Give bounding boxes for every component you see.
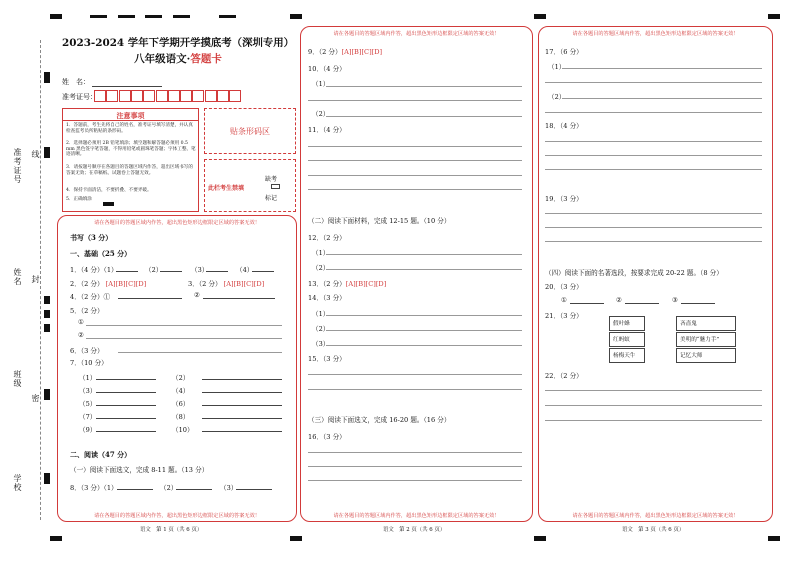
q7-item: （10）	[172, 426, 194, 434]
timing-mark	[173, 15, 190, 18]
timing-mark	[118, 15, 135, 18]
q7-item: （7）	[79, 413, 97, 421]
q10-answer-1b[interactable]	[308, 100, 522, 101]
q16-label: 16．（3 分）	[308, 433, 346, 441]
q19-label: 19．（3 分）	[545, 195, 583, 203]
writing-score: 书写（3 分）	[70, 233, 113, 242]
label-xuexiao: 学校	[13, 474, 22, 492]
panel-warning: 请在各题目的答题区域内作答，超出黑色矩形边框限定区域的答案无效！	[93, 513, 260, 519]
q11-answer[interactable]	[308, 175, 522, 176]
q20-sub2: ②	[616, 296, 622, 304]
panel-warning: 请在各题目的答题区域内作答，超出黑色矩形边框限定区域的答案无效！	[572, 31, 739, 37]
q9-text: 9．（2 分）	[308, 48, 342, 56]
page-title: 2023-2024 学年下学期开学摸底考（深圳专用）	[62, 37, 295, 49]
q4-sub2: ②	[194, 291, 200, 299]
q8-answer-1[interactable]	[117, 489, 153, 490]
timing-mark	[44, 147, 50, 158]
id-digit-box[interactable]	[106, 90, 118, 102]
notice-item: 2．选择题必须用 2B 铅笔填涂；填空题和解答题必须用 0.5 mm 黑色签字笔答题，不得用铅笔或圆珠笔答题；字体工整、笔迹清晰。	[66, 141, 196, 158]
q17-answer-1b[interactable]	[545, 82, 762, 83]
q18-answer[interactable]	[545, 169, 762, 170]
barcode-area	[204, 108, 296, 154]
q7-answer[interactable]	[96, 379, 156, 380]
id-digit-box[interactable]	[143, 90, 155, 102]
q6-label: 6．（3 分）	[70, 347, 104, 355]
q17-sub2: （2）	[548, 93, 566, 101]
q7-label: 7．（10 分）	[70, 359, 108, 367]
panel-warning: 请在各题目的答题区域内作答，超出黑色矩形边框限定区域的答案无效！	[93, 220, 260, 226]
q7-item: （6）	[172, 400, 190, 408]
match-right: 美明的“魅力手”	[676, 332, 736, 347]
answer-panel-1	[57, 215, 297, 522]
name-label: 姓 名：	[62, 78, 90, 86]
timing-mark	[768, 536, 780, 541]
q7-item: （2）	[172, 374, 190, 382]
notice-item: 4．保持卡面清洁，不要折叠、不要弄破。	[66, 188, 152, 193]
q17-label: 17．（6 分）	[545, 48, 583, 56]
q14-answer-2[interactable]	[326, 330, 522, 331]
timing-mark	[44, 296, 50, 304]
q14-answer-1[interactable]	[326, 315, 522, 316]
q10-label: 10．（4 分）	[308, 65, 346, 73]
q11-answer[interactable]	[308, 146, 522, 147]
id-digit-box[interactable]	[131, 90, 143, 102]
q7-item: （5）	[79, 400, 97, 408]
absent-mark-bottom: 标记	[265, 195, 278, 202]
q7-item: （3）	[79, 387, 97, 395]
id-digit-box[interactable]	[192, 90, 204, 102]
timing-mark	[219, 15, 236, 18]
q8-answer-2[interactable]	[176, 489, 212, 490]
q5-label: 5．（2 分）	[70, 307, 104, 315]
q3-text: 3．（2 分）	[188, 280, 222, 288]
absent-label: 此栏考生禁填	[208, 185, 245, 192]
q19-answer[interactable]	[545, 227, 762, 228]
q22-label: 22．（2 分）	[545, 372, 583, 380]
q2-options[interactable]: [A][B][C][D]	[105, 280, 147, 288]
q11-label: 11．（4 分）	[308, 126, 346, 134]
q7-item: （8）	[172, 413, 190, 421]
label-xingming: 姓名	[13, 268, 22, 286]
match-right: 记忆大师	[676, 348, 736, 363]
q5-sub1: ①	[78, 318, 84, 326]
reading-passage-1: （一）阅读下面选文，完成 8-11 题。（13 分）	[70, 466, 209, 474]
q8-sub3: （3）	[220, 484, 238, 492]
subtitle-dot: ·	[186, 53, 191, 65]
q8-label: 8．（3 分）（1）	[70, 484, 118, 492]
q7-answer[interactable]	[96, 431, 156, 432]
reading-passage-4: （四）阅读下面的名著选段，按要求完成 20-22 题。（8 分）	[545, 269, 723, 277]
timing-mark	[44, 72, 50, 83]
id-digit-box[interactable]	[217, 90, 229, 102]
q12-sub2: （2）	[312, 264, 330, 272]
q21-label: 21．（3 分）	[545, 312, 583, 320]
timing-mark	[290, 536, 302, 541]
label-zkzh: 准考证号	[13, 148, 22, 184]
q16-answer[interactable]	[308, 466, 522, 467]
timing-mark	[44, 473, 50, 484]
q8-sub2: （2）	[160, 484, 178, 492]
q7-answer[interactable]	[202, 431, 282, 432]
q7-answer[interactable]	[202, 418, 282, 419]
page-footer: 语文 第 1 页（共 6 页）	[140, 527, 203, 533]
q19-answer[interactable]	[545, 241, 762, 242]
q10-sub2: （2）	[312, 110, 330, 118]
panel-warning: 请在各题目的答题区域内作答，超出黑色矩形边框限定区域的答案无效！	[333, 31, 500, 37]
q16-answer[interactable]	[308, 480, 522, 481]
absent-mark-top: 缺考	[265, 176, 278, 183]
q20-answer-2[interactable]	[625, 303, 659, 304]
q17-answer-2b[interactable]	[545, 112, 762, 113]
id-digit-box[interactable]	[119, 90, 131, 102]
section-basics: 一、基础（25 分）	[70, 249, 132, 258]
id-digit-box[interactable]	[229, 90, 241, 102]
q2-label	[70, 278, 146, 288]
absent-box	[204, 159, 296, 212]
timing-mark	[534, 536, 546, 541]
q1-sub2: （2）	[145, 266, 163, 274]
label-banji: 班级	[13, 370, 22, 388]
q7-item: （4）	[172, 387, 190, 395]
q1-label: 1．（4 分）（1）	[70, 266, 118, 274]
subtitle-highlight: 答题卡	[190, 53, 222, 65]
q7-answer[interactable]	[202, 392, 282, 393]
label-xian: 线	[31, 150, 40, 159]
timing-mark	[290, 14, 302, 19]
panel-warning: 请在各题目的答题区域内作答，超出黑色矩形边框限定区域的答案无效！	[572, 513, 739, 519]
q10-sub1: （1）	[312, 80, 330, 88]
q20-sub3: ③	[672, 296, 678, 304]
q7-answer[interactable]	[202, 379, 282, 380]
page-footer: 语文 第 2 页（共 6 页）	[383, 527, 446, 533]
reading-passage-2: （二）阅读下面材料，完成 12-15 题。（10 分）	[308, 217, 451, 225]
q4-answer-2[interactable]	[203, 298, 275, 299]
q7-item: （9）	[79, 426, 97, 434]
match-left: 杨梅天牛	[609, 348, 645, 363]
timing-mark	[44, 324, 50, 332]
q12-sub1: （1）	[312, 249, 330, 257]
q14-sub3: （3）	[312, 340, 330, 348]
timing-mark	[44, 310, 50, 318]
id-digit-box[interactable]	[156, 90, 168, 102]
q22-answer[interactable]	[545, 405, 762, 406]
timing-mark	[44, 389, 50, 400]
q12-answer-2[interactable]	[326, 269, 522, 270]
q10-answer-1[interactable]	[326, 86, 522, 87]
absent-checkbox[interactable]	[271, 184, 280, 189]
q1-answer-2[interactable]	[160, 271, 182, 272]
q2-text: 2．（2 分）	[70, 280, 104, 288]
id-digit-box[interactable]	[205, 90, 217, 102]
section-reading: 二、阅读（47 分）	[70, 450, 132, 459]
q3-label	[188, 278, 264, 288]
q7-answer[interactable]	[96, 405, 156, 406]
timing-mark	[50, 536, 62, 541]
q18-label: 18．（4 分）	[545, 122, 583, 130]
barcode-label: 贴条形码区	[230, 127, 270, 136]
q14-answer-3[interactable]	[326, 345, 522, 346]
reading-passage-3: （三）阅读下面选文，完成 16-20 题。（16 分）	[308, 416, 451, 424]
q15-answer[interactable]	[308, 374, 522, 375]
q8-answer-3[interactable]	[236, 489, 272, 490]
timing-mark	[534, 14, 546, 19]
q14-label: 14．（3 分）	[308, 294, 346, 302]
q14-sub2: （2）	[312, 325, 330, 333]
q14-sub1: （1）	[312, 310, 330, 318]
q4-label: 4．（2 分）①	[70, 293, 111, 301]
q13-label	[308, 278, 386, 288]
subtitle-prefix: 八年级语文	[134, 53, 187, 65]
q10-answer-2[interactable]	[326, 116, 522, 117]
page-subtitle	[62, 51, 294, 66]
q5-answer-1[interactable]	[86, 325, 282, 326]
label-mi: 密	[31, 394, 40, 403]
label-feng: 封	[31, 275, 40, 284]
divider	[63, 120, 198, 121]
match-left: 红蚂蚁	[609, 332, 645, 347]
q11-answer[interactable]	[308, 189, 522, 190]
q1-sub3: （3）	[191, 266, 209, 274]
q12-answer-1[interactable]	[326, 254, 522, 255]
q1-answer-1[interactable]	[116, 271, 138, 272]
q18-answer[interactable]	[545, 155, 762, 156]
q7-item: （1）	[79, 374, 97, 382]
q1-answer-3[interactable]	[206, 271, 228, 272]
q7-answer[interactable]	[96, 418, 156, 419]
q7-answer[interactable]	[96, 392, 156, 393]
notice-box	[62, 108, 199, 212]
q7-answer[interactable]	[202, 405, 282, 406]
q20-sub1: ①	[561, 296, 567, 304]
q22-answer[interactable]	[545, 390, 762, 391]
q20-answer-1[interactable]	[570, 303, 604, 304]
id-label: 准考证号：	[62, 93, 97, 101]
q12-label: 12．（2 分）	[308, 234, 346, 242]
q1-sub4: （4）	[236, 266, 254, 274]
q15-answer[interactable]	[308, 389, 522, 390]
notice-item: 1．答题前，考生先将自己的姓名，准考证号填写清楚，并认真检查监考员所粘贴的条形码。	[66, 123, 193, 134]
q11-answer[interactable]	[308, 160, 522, 161]
match-left: 假叶蜂	[609, 316, 645, 331]
fill-example	[103, 202, 114, 206]
notice-title: 注意事项	[116, 111, 145, 120]
q15-label: 15．（3 分）	[308, 355, 346, 363]
match-right: 吝啬鬼	[676, 316, 736, 331]
q5-sub2: ②	[78, 331, 84, 339]
panel-warning: 请在各题目的答题区域内作答，超出黑色矩形边框限定区域的答案无效！	[333, 513, 500, 519]
notice-item: 5．正确填涂	[66, 197, 92, 202]
id-digit-box[interactable]	[180, 90, 192, 102]
q16-answer[interactable]	[308, 452, 522, 453]
q20-answer-3[interactable]	[681, 303, 715, 304]
q22-answer[interactable]	[545, 420, 762, 421]
notice-item: 3．请按题号顺序在各题目的答题区域内作答，超出区域书写的答案无效；在草稿纸、试题卷上答题无效。	[66, 165, 193, 176]
timing-mark	[90, 15, 107, 18]
timing-mark	[50, 14, 62, 19]
q18-answer[interactable]	[545, 141, 762, 142]
q13-options[interactable]: [A][B][C][D]	[345, 280, 387, 288]
q5-answer-2[interactable]	[86, 338, 282, 339]
q1-answer-4[interactable]	[252, 271, 274, 272]
id-digit-box[interactable]	[94, 90, 106, 102]
q9-options[interactable]: [A][B][C][D]	[341, 48, 383, 56]
page-footer: 语文 第 3 页（共 6 页）	[622, 527, 685, 533]
q17-answer-2[interactable]	[562, 98, 762, 99]
q17-answer-1[interactable]	[562, 68, 762, 69]
q6-answer[interactable]	[118, 352, 282, 353]
q20-label: 20．（3 分）	[545, 283, 583, 291]
q17-sub1: （1）	[548, 63, 566, 71]
name-field[interactable]	[92, 86, 162, 87]
q13-text: 13．（2 分）	[308, 280, 346, 288]
id-digit-box[interactable]	[168, 90, 180, 102]
q19-answer[interactable]	[545, 213, 762, 214]
q3-options[interactable]: [A][B][C][D]	[223, 280, 265, 288]
timing-mark	[145, 15, 162, 18]
q9-label	[308, 46, 382, 56]
timing-mark	[768, 14, 780, 19]
q4-answer-1[interactable]	[118, 298, 182, 299]
